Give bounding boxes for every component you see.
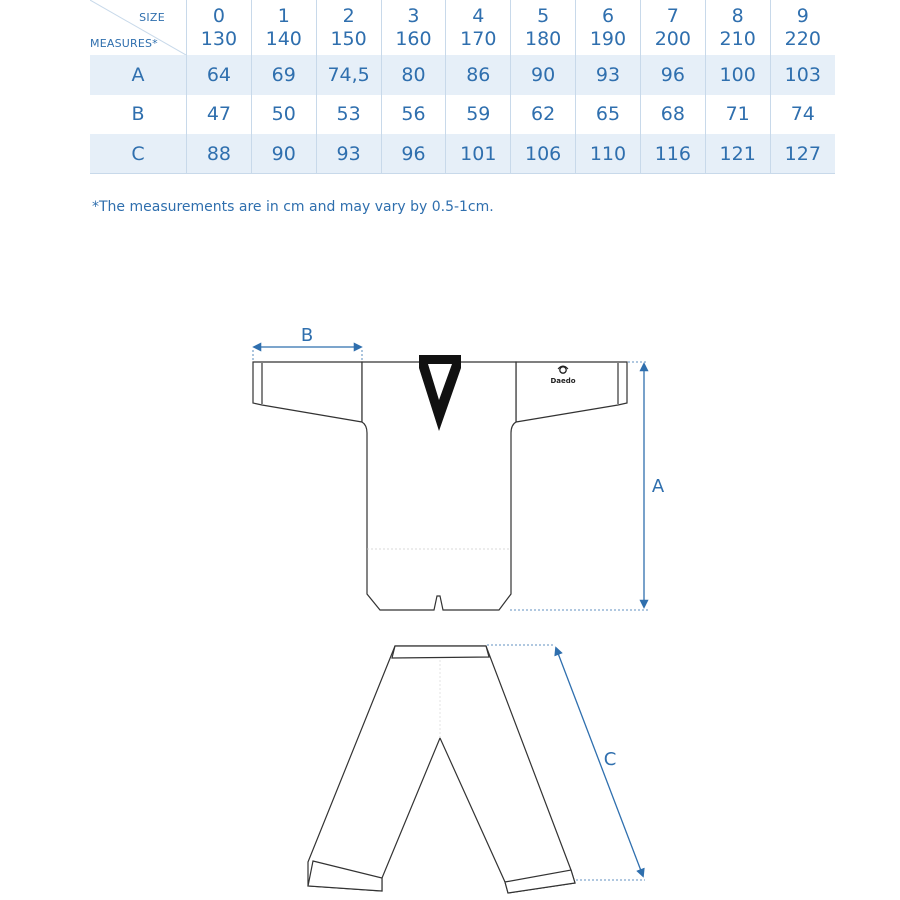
measures-header-label: MEASURES* — [90, 37, 158, 50]
size-col-header: 9 220 — [770, 0, 835, 55]
table-cell: 47 — [187, 95, 252, 135]
table-cell: 127 — [770, 134, 835, 174]
table-cell: 68 — [640, 95, 705, 135]
table-cell: 59 — [446, 95, 511, 135]
table-cell: 96 — [640, 55, 705, 95]
size-col-header: 2 150 — [316, 0, 381, 55]
size-col-header: 6 190 — [576, 0, 641, 55]
table-cell: 65 — [576, 95, 641, 135]
measurement-note: *The measurements are in cm and may vary by 0.5-1cm. — [92, 199, 494, 215]
label-a: A — [651, 476, 665, 497]
table-cell: 90 — [511, 55, 576, 95]
row-label: B — [131, 103, 145, 126]
table-cell: 121 — [705, 134, 770, 174]
size-header-label: SIZE — [139, 11, 165, 24]
size-col-header: 0 130 — [187, 0, 252, 55]
table-cell: 106 — [511, 134, 576, 174]
table-cell: 53 — [316, 95, 381, 135]
table-cell: 71 — [705, 95, 770, 135]
table-cell: 93 — [316, 134, 381, 174]
row-label: A — [131, 63, 145, 86]
size-col-header: 5 180 — [511, 0, 576, 55]
dimension-b — [253, 325, 362, 362]
logo-text: Daedo — [550, 377, 576, 385]
table-cell: 62 — [511, 95, 576, 135]
table-cell: 116 — [640, 134, 705, 174]
size-col-header: 7 200 — [640, 0, 705, 55]
size-col-header: 3 160 — [381, 0, 446, 55]
table-cell: 88 — [187, 134, 252, 174]
table-cell: 69 — [251, 55, 316, 95]
table-cell: 80 — [381, 55, 446, 95]
size-col-header: 8 210 — [705, 0, 770, 55]
table-cell: 93 — [576, 55, 641, 95]
pants-drawing — [308, 646, 575, 893]
table-cell: 110 — [576, 134, 641, 174]
table-cell: 56 — [381, 95, 446, 135]
table-cell: 90 — [251, 134, 316, 174]
label-c: C — [603, 749, 617, 770]
table-cell: 96 — [381, 134, 446, 174]
table-cell: 103 — [770, 55, 835, 95]
table-cell: 101 — [446, 134, 511, 174]
table-cell: 64 — [187, 55, 252, 95]
table-cell: 74,5 — [316, 55, 381, 95]
table-cell: 74 — [770, 95, 835, 135]
label-b: B — [300, 325, 314, 346]
size-col-header: 4 170 — [446, 0, 511, 55]
table-cell: 86 — [446, 55, 511, 95]
table-cell: 100 — [705, 55, 770, 95]
size-col-header: 1 140 — [251, 0, 316, 55]
table-cell: 50 — [251, 95, 316, 135]
row-label: C — [131, 142, 145, 165]
